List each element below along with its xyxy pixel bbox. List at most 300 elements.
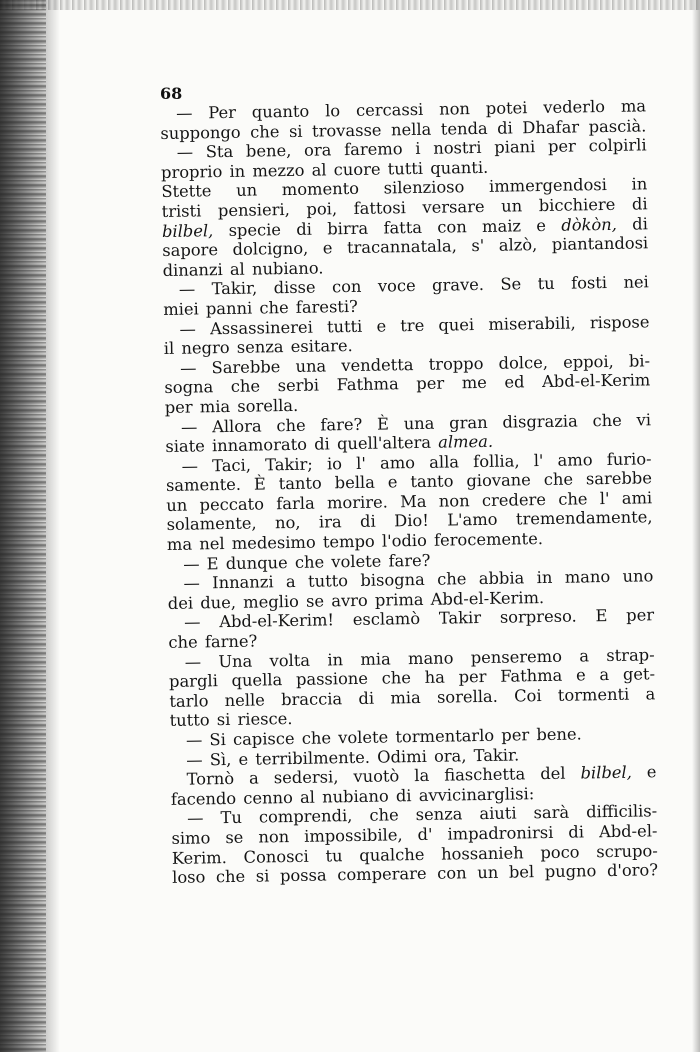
word: che [543, 469, 574, 490]
word: tarlo [169, 691, 209, 711]
word: quella [231, 670, 283, 691]
word: di [358, 688, 375, 708]
word: — [183, 612, 201, 633]
word: tracannatala, [346, 236, 457, 258]
word: È [376, 413, 390, 434]
word: che [558, 489, 588, 509]
word: esclamò [352, 609, 421, 630]
word: Conosci [243, 846, 309, 867]
word: credere [481, 489, 547, 510]
word: che [230, 376, 261, 397]
word: avro [331, 590, 368, 611]
word: giovane [466, 470, 531, 491]
word: volete [338, 727, 389, 748]
word: a [579, 645, 590, 666]
word: Takir; [264, 454, 313, 475]
word: prima [374, 589, 424, 610]
word: bene, [245, 141, 292, 161]
word: per [416, 373, 445, 394]
word: È [253, 474, 266, 494]
word: tenda [440, 118, 488, 139]
word: d'oro? [606, 860, 659, 881]
word: pascià. [588, 115, 647, 136]
scan-binding-shadow [0, 0, 46, 1052]
word: Si [209, 730, 226, 750]
word: Per [208, 102, 237, 123]
word: momento [281, 179, 360, 200]
word: strap- [606, 644, 655, 665]
word: — [183, 554, 200, 574]
word: tutto [169, 710, 210, 731]
word: Stette [161, 181, 212, 202]
word: se [305, 591, 325, 611]
word: impadronirsi [447, 822, 554, 844]
word: Dio! [394, 511, 429, 531]
word: samente. [165, 475, 242, 496]
word: — [183, 573, 200, 593]
word: volete [331, 551, 382, 572]
word: di [314, 434, 330, 454]
word: terribilmente. [255, 747, 371, 769]
word: sogna [164, 377, 214, 398]
word: peccato [199, 494, 265, 515]
word: miserabili, [488, 313, 576, 334]
word: e [376, 316, 387, 336]
word: farne? [204, 631, 258, 652]
word: l' [356, 453, 367, 473]
word: esitare. [290, 336, 353, 357]
word: amo [379, 452, 416, 473]
word: vederlo [543, 97, 606, 117]
word: eppoi, [562, 351, 614, 372]
word: — [175, 103, 193, 123]
word: sorpreso. [499, 606, 577, 628]
word: comperare [337, 864, 427, 885]
word: pensieri, [217, 199, 290, 221]
word: almea. [438, 431, 494, 452]
word: Sì, [209, 749, 232, 769]
word: — [185, 730, 203, 750]
word: pargli [168, 671, 218, 692]
word: fatta [383, 217, 423, 238]
word: versare [422, 196, 485, 217]
word: dòkòn, [561, 214, 618, 235]
word: ora [303, 140, 332, 160]
word: che [215, 866, 246, 887]
word: per [458, 667, 487, 687]
word: si [216, 710, 231, 730]
scan-right-edge [692, 0, 700, 1052]
word: Sarebbe [211, 356, 281, 377]
word: ed [504, 372, 525, 392]
word: amo [557, 449, 593, 470]
word: tremendamente, [515, 507, 653, 529]
word: che [250, 121, 280, 142]
word: di [395, 785, 412, 806]
word: sorella. [436, 686, 498, 707]
word: che [301, 728, 332, 748]
word: vendetta [341, 354, 414, 375]
word: alzò, [498, 235, 538, 255]
word: di [497, 118, 513, 138]
word: volta [269, 650, 311, 670]
word: ira [318, 512, 342, 533]
word: siate [165, 436, 205, 457]
word: birra [327, 218, 369, 238]
word: ma [166, 534, 193, 555]
word: fosti [570, 273, 608, 293]
word: morire. [326, 492, 388, 513]
word: s' [471, 236, 485, 256]
word: rispose [589, 311, 650, 332]
word: al [229, 259, 245, 279]
word: Ma [399, 491, 427, 512]
word: a [285, 572, 296, 592]
word: al [299, 787, 316, 807]
word: nella [390, 119, 432, 139]
word: del [540, 763, 566, 784]
word: nubiano [321, 786, 389, 807]
word: una [403, 413, 435, 433]
word: una [295, 356, 327, 376]
word: tu [537, 274, 555, 294]
word: a [248, 768, 259, 788]
word: io [326, 453, 343, 474]
word: comprendi, [258, 806, 353, 827]
word: tutto [307, 571, 349, 591]
word: tormenti [557, 684, 630, 705]
word: penseremo [470, 646, 563, 667]
word: immergendosi [488, 175, 608, 197]
word: disse [273, 277, 316, 298]
word: suppongo [160, 122, 241, 143]
scan-binding-gradient [46, 0, 60, 1052]
word: grave. [431, 275, 485, 296]
word: tormentarlo [395, 725, 495, 747]
word: che [369, 805, 399, 826]
word: in [631, 174, 648, 194]
word: tanto [278, 473, 322, 494]
word: disgrazia [502, 410, 578, 432]
body-text [160, 96, 658, 887]
word: cercassi [355, 99, 424, 120]
word: Dhafar [522, 117, 580, 137]
word: di [568, 822, 585, 842]
word: Takir [438, 608, 482, 629]
word: sedersi, [273, 767, 339, 788]
word: Odimi [377, 746, 427, 767]
word: miei [163, 299, 199, 319]
word: colpirli [588, 135, 647, 156]
word: qualche [359, 844, 425, 865]
word: che [437, 569, 467, 589]
word: con [437, 863, 467, 883]
word: si [255, 866, 270, 886]
word: possa [279, 865, 327, 886]
word: faremo [343, 139, 403, 160]
word: quell'altera [336, 432, 432, 454]
word: Tornò [186, 769, 235, 789]
word: loso [172, 867, 206, 888]
word: tre [400, 315, 425, 335]
word: cenno [243, 787, 293, 808]
word: bella [334, 472, 376, 493]
word: solamente, [166, 514, 257, 535]
word: Tu [220, 808, 243, 828]
word: a [645, 684, 656, 704]
word: furio- [606, 449, 652, 469]
word: panni [205, 298, 253, 319]
word: ferocemente. [433, 529, 544, 550]
word: per [501, 725, 530, 745]
scan-top-edge [0, 0, 700, 10]
word: un [500, 196, 523, 216]
word: bel [508, 862, 535, 882]
word: di [359, 512, 376, 532]
word: e [238, 749, 249, 769]
word: bisogna [360, 570, 425, 591]
word: Una [218, 651, 253, 671]
word: Kerim. [171, 847, 227, 868]
word: l' [599, 488, 610, 509]
word: E [206, 553, 219, 573]
word: Abd-el-Kerim! [219, 610, 335, 632]
word: bene. [536, 724, 582, 745]
word: Se [500, 274, 522, 295]
word: bi- [628, 351, 651, 371]
word: — [184, 652, 202, 672]
word: poi, [306, 199, 338, 219]
word: l' [533, 450, 544, 470]
word: scrupo- [596, 840, 658, 861]
word: a [599, 665, 610, 685]
word: riesce. [237, 709, 293, 730]
word: ora, [433, 745, 467, 766]
word: proprio [160, 161, 223, 182]
word: innamorato [211, 434, 308, 456]
word: — [179, 318, 196, 339]
word: — [186, 750, 203, 770]
word: che [294, 552, 325, 572]
word: specie [228, 219, 282, 240]
word: e [575, 665, 586, 685]
word: negro [181, 338, 230, 358]
word: meglio [243, 591, 300, 612]
word: di [296, 219, 313, 239]
word: vuotò [353, 766, 400, 787]
word: senza [236, 337, 284, 357]
word: che [592, 410, 622, 430]
word: vi [636, 409, 652, 430]
word: dolcigno, [232, 238, 309, 260]
word: silenzioso [383, 177, 465, 198]
word: i [415, 139, 421, 159]
word: poco [540, 842, 580, 862]
word: un [236, 180, 258, 201]
word: un [477, 862, 499, 883]
word: — [178, 279, 196, 300]
word: E [595, 606, 608, 626]
word: aiuti [479, 803, 517, 824]
word: cuore [333, 159, 381, 180]
word: la [414, 766, 430, 786]
word: in [536, 568, 553, 588]
word: farla [276, 493, 315, 514]
word: tutti [387, 158, 424, 179]
word: ami [621, 488, 653, 508]
word: facendo [170, 788, 237, 809]
word: — [187, 808, 204, 829]
word: sapore [162, 240, 219, 261]
word: potei [485, 98, 528, 118]
word: hossanieh [440, 842, 524, 864]
word: bicchiere [538, 194, 616, 216]
word: mia [360, 649, 391, 669]
word: passione [295, 669, 369, 690]
word: senza [415, 804, 463, 825]
word: fare? [388, 550, 431, 571]
word: quanto [251, 101, 310, 122]
word: di [631, 194, 648, 214]
word: dei [167, 593, 194, 613]
word: get- [622, 664, 656, 685]
word: al [311, 160, 327, 180]
word: e [646, 762, 657, 782]
word: e [322, 238, 333, 258]
word: per [547, 136, 577, 157]
word: Abd-el- [598, 821, 658, 842]
word: pugno [544, 861, 597, 882]
word: — [180, 416, 198, 437]
word: tristi [161, 201, 202, 221]
word: che [276, 415, 306, 435]
word: non [258, 827, 290, 847]
word: Innanzi [212, 572, 274, 593]
word: dunque [225, 552, 288, 573]
word: troppo [428, 353, 484, 374]
word: quei [438, 314, 475, 335]
word: nelle [224, 690, 266, 710]
word: tutti [326, 316, 363, 336]
word: sarà [533, 803, 570, 823]
word: mano [564, 567, 611, 587]
word: nel [199, 534, 225, 554]
word: capisce [232, 728, 295, 749]
word: che [381, 668, 412, 688]
word: L'amo [447, 510, 498, 531]
word: Sta [205, 142, 234, 162]
word: sorella. [237, 395, 299, 416]
word: un [166, 495, 188, 515]
word: avvicinarglisi: [418, 783, 535, 805]
page-number: 68 [160, 84, 183, 103]
word: Takir, [211, 278, 258, 299]
word: impossibile, [304, 825, 403, 846]
word: che [168, 632, 198, 652]
word: due, [200, 592, 237, 613]
word: in [327, 649, 344, 670]
word: mia [390, 687, 421, 708]
word: il [163, 338, 175, 359]
word: Fathma [336, 374, 399, 395]
word: e [387, 472, 398, 492]
word: nei [623, 272, 649, 293]
word: uno [622, 566, 654, 587]
word: bilbel, [161, 220, 214, 241]
word: tu [325, 845, 343, 866]
word: alla [429, 452, 460, 472]
word: fattosi [353, 198, 406, 218]
word: fare? [320, 414, 363, 435]
word: dolce, [498, 352, 549, 373]
word: lo [324, 101, 341, 121]
word: maiz [481, 215, 522, 236]
word: nubiano. [251, 258, 324, 279]
word: — [176, 142, 194, 162]
word: con [331, 277, 362, 297]
word: mano [407, 648, 454, 668]
word: fiaschetta [444, 764, 526, 785]
word: se [225, 827, 244, 848]
word: sarebbe [585, 468, 653, 489]
word: no, [274, 513, 301, 533]
word: in [229, 161, 246, 181]
word: si [288, 121, 303, 141]
word: medesimo [231, 532, 316, 553]
word: gran [449, 412, 488, 432]
word: tanto [410, 471, 454, 492]
word: simo [171, 828, 211, 848]
word: Allora [211, 415, 262, 436]
word: difficilis- [586, 801, 658, 822]
word: per [164, 397, 193, 417]
word: di [632, 213, 648, 234]
word: per [626, 605, 655, 626]
word: ma [620, 96, 647, 116]
word: abbia [478, 568, 525, 589]
word: piani [494, 137, 536, 157]
word: tempo [322, 531, 375, 552]
word: follia, [473, 451, 520, 471]
word: Coi [513, 685, 542, 706]
word: piantandosi [551, 233, 649, 255]
word: quanti. [430, 157, 489, 178]
word: e [536, 215, 547, 235]
word: mezzo [252, 160, 305, 181]
word: trovasse [311, 120, 382, 141]
word: Assassinerei [209, 317, 313, 338]
word: dinanzi [162, 259, 223, 280]
word: nostri [433, 138, 482, 158]
word: Abd-el-Kerim. [430, 587, 545, 609]
word: non [439, 99, 471, 119]
word: Abd-el-Kerim [541, 370, 651, 392]
word: bilbel, [580, 762, 632, 783]
word: serbi [277, 375, 320, 396]
word: — [179, 358, 197, 378]
word: l'odio [381, 530, 427, 551]
word: ha [424, 667, 446, 688]
word: me [461, 373, 487, 393]
word: — [181, 456, 199, 476]
word: Fathma [500, 665, 563, 686]
word: che [259, 297, 289, 318]
word: mia [199, 396, 231, 417]
word: Takir. [473, 745, 520, 765]
word: voce [377, 276, 416, 296]
word: d' [417, 824, 433, 845]
word: braccia [280, 689, 343, 709]
